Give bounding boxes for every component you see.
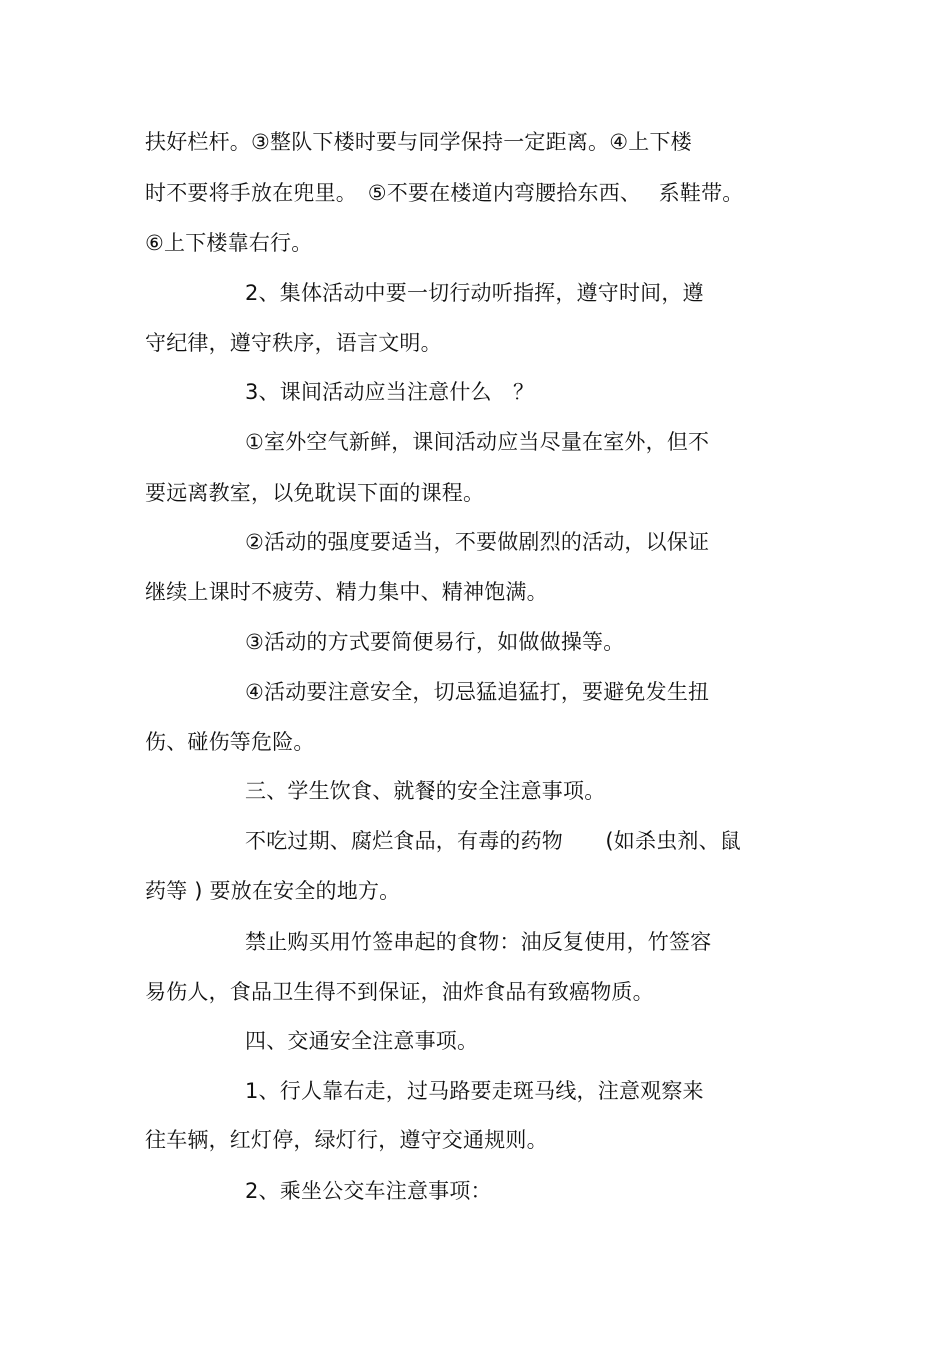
text-line: ③活动的方式要简便易行，如做做操等。 xyxy=(245,630,625,654)
text-line: 继续上课时不疲劳、精力集中、精神饱满。 xyxy=(145,580,548,604)
text-line: 2、乘坐公交车注意事项： xyxy=(245,1179,492,1203)
text-line: 易伤人，食品卫生得不到保证，油炸食品有致癌物质。 xyxy=(145,980,654,1004)
text-line: 伤、碰伤等危险。 xyxy=(145,730,315,754)
text-line: 守纪律，遵守秩序，语言文明。 xyxy=(145,331,442,355)
text-line: ②活动的强度要适当，不要做剧烈的活动，以保证 xyxy=(245,530,710,554)
text-line: 不吃过期、腐烂食品，有毒的药物 (如杀虫剂、鼠 xyxy=(245,829,741,853)
text-line: 药等 ) 要放在安全的地方。 xyxy=(145,879,401,903)
text-line: 禁止购买用竹签串起的食物：油反复使用，竹签容 xyxy=(245,930,712,954)
text-line: 扶好栏杆。③整队下楼时要与同学保持一定距离。④上下楼 xyxy=(145,130,692,154)
text-line: ④活动要注意安全，切忌猛追猛打，要避免发生扭 xyxy=(245,680,710,704)
text-line: 时不要将手放在兜里。 ⑤不要在楼道内弯腰拾东西、 系鞋带。 xyxy=(145,181,744,205)
text-line: 3、课间活动应当注意什么 ？ xyxy=(245,380,535,404)
text-line: ⑥上下楼靠右行。 xyxy=(145,231,313,255)
section-heading: 三、学生饮食、就餐的安全注意事项。 xyxy=(245,779,606,803)
text-line: 往车辆，红灯停，绿灯行，遵守交通规则。 xyxy=(145,1128,548,1152)
section-heading: 四、交通安全注意事项。 xyxy=(245,1029,479,1053)
text-line: 要远离教室，以免耽误下面的课程。 xyxy=(145,481,485,505)
text-line: 1、行人靠右走，过马路要走斑马线，注意观察来 xyxy=(245,1079,704,1103)
text-line: 2、集体活动中要一切行动听指挥，遵守时间，遵 xyxy=(245,281,704,305)
text-line: ①室外空气新鲜，课间活动应当尽量在室外，但不 xyxy=(245,430,710,454)
